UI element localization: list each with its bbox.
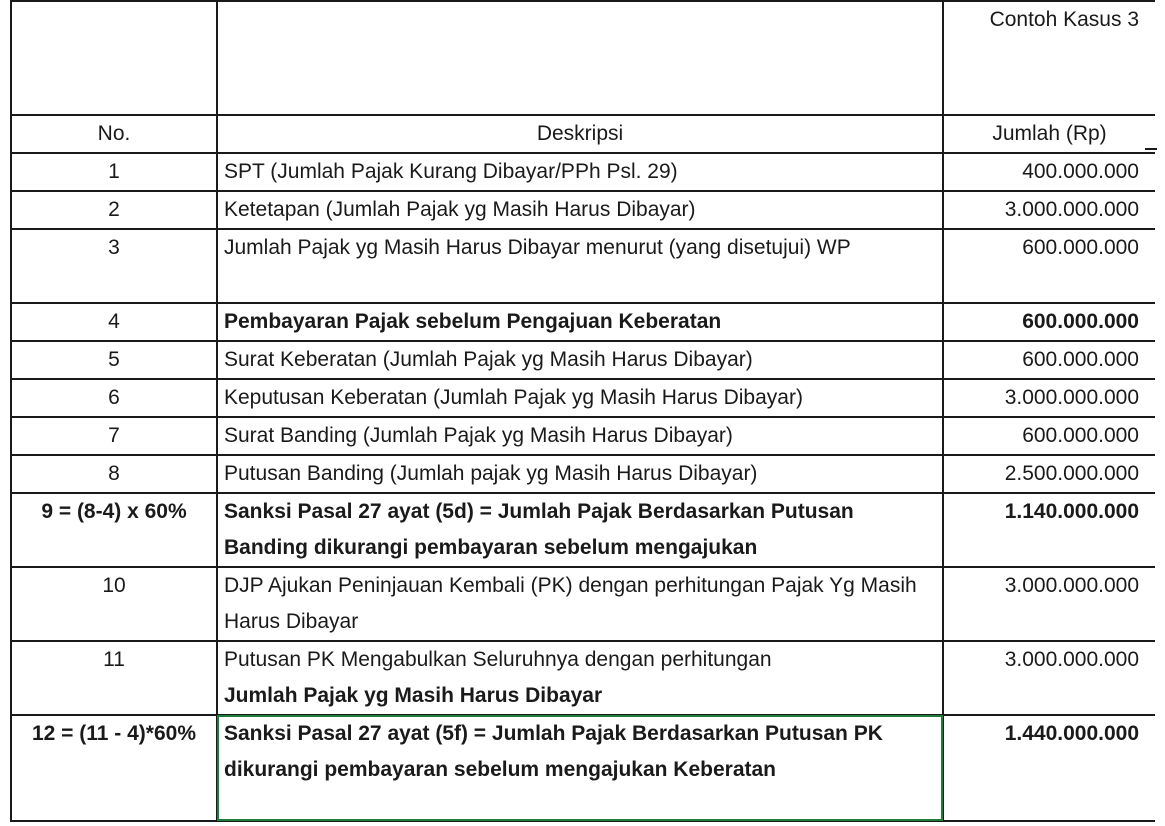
row-no[interactable]: 4 (11, 303, 217, 341)
col-header-no[interactable]: No. (11, 115, 217, 153)
row-no[interactable]: 8 (11, 455, 217, 493)
row-no[interactable]: 6 (11, 379, 217, 417)
table-row (11, 303, 1156, 341)
row-amount[interactable]: 3.000.000.000 (943, 379, 1156, 417)
sheet-edge (1155, 0, 1165, 826)
table-row (11, 191, 1156, 229)
col-header-amount[interactable]: Jumlah (Rp) (943, 115, 1156, 153)
row-amount[interactable]: 400.000.000 (943, 153, 1156, 191)
row-amount[interactable]: 600.000.000 (943, 229, 1156, 303)
row-no[interactable]: 11 (11, 641, 217, 715)
row-no[interactable]: 10 (11, 567, 217, 641)
cell-border-tick (1145, 148, 1157, 150)
table-row (11, 715, 1156, 821)
row-no[interactable]: 1 (11, 153, 217, 191)
row-desc[interactable]: Pembayaran Pajak sebelum Pengajuan Keberatan (217, 303, 943, 341)
row-no[interactable]: 9 = (8-4) x 60% (11, 493, 217, 567)
col-header-desc[interactable]: Deskripsi (217, 115, 943, 153)
row-no[interactable]: 12 = (11 - 4)*60% (11, 715, 217, 821)
row-desc[interactable] (217, 641, 943, 715)
table-row (11, 229, 1156, 303)
row-amount[interactable]: 1.440.000.000 (943, 715, 1156, 821)
row-amount[interactable]: 600.000.000 (943, 341, 1156, 379)
row-no[interactable]: 2 (11, 191, 217, 229)
row-amount[interactable]: 3.000.000.000 (943, 567, 1156, 641)
row-desc[interactable]: Keputusan Keberatan (Jumlah Pajak yg Masih Harus Dibayar) (217, 379, 943, 417)
table-row (11, 455, 1156, 493)
header-top-row (11, 1, 1156, 115)
column-header-row (11, 115, 1156, 153)
cell-empty-no[interactable] (11, 1, 217, 115)
row-no[interactable]: 5 (11, 341, 217, 379)
row-desc-bold: Jumlah Pajak yg Masih Harus Dibayar (224, 684, 603, 707)
row-desc[interactable]: Sanksi Pasal 27 ayat (5d) = Jumlah Pajak Berdasarkan Putusan Banding dikurangi pembayaran sebelum mengajukan (217, 493, 943, 567)
cell-empty-desc[interactable] (217, 1, 943, 115)
table-row (11, 493, 1156, 567)
tax-calculation-table (10, 0, 1157, 822)
row-desc[interactable]: Putusan Banding (Jumlah pajak yg Masih Harus Dibayar) (217, 455, 943, 493)
row-desc[interactable]: DJP Ajukan Peninjauan Kembali (PK) dengan perhitungan Pajak Yg Masih Harus Dibayar (217, 567, 943, 641)
row-amount[interactable]: 1.140.000.000 (943, 493, 1156, 567)
table-row (11, 379, 1156, 417)
row-no[interactable]: 3 (11, 229, 217, 303)
row-desc[interactable]: SPT (Jumlah Pajak Kurang Dibayar/PPh Psl. 29) (217, 153, 943, 191)
row-amount[interactable]: 3.000.000.000 (943, 191, 1156, 229)
row-desc[interactable]: Surat Banding (Jumlah Pajak yg Masih Harus Dibayar) (217, 417, 943, 455)
selected-cell-desc[interactable]: Sanksi Pasal 27 ayat (5f) = Jumlah Pajak Berdasarkan Putusan PK dikurangi pembayaran sebelum mengajukan Keberatan (217, 715, 943, 821)
row-desc[interactable]: Jumlah Pajak yg Masih Harus Dibayar menurut (yang disetujui) WP (217, 229, 943, 303)
table-row (11, 641, 1156, 715)
example-title-cell[interactable]: Contoh Kasus 3 (943, 1, 1156, 115)
row-amount[interactable]: 600.000.000 (943, 303, 1156, 341)
row-amount[interactable]: 600.000.000 (943, 417, 1156, 455)
row-desc-plain: Putusan PK Mengabulkan Seluruhnya dengan perhitungan (224, 648, 772, 671)
row-no[interactable]: 7 (11, 417, 217, 455)
row-desc[interactable]: Ketetapan (Jumlah Pajak yg Masih Harus Dibayar) (217, 191, 943, 229)
table-row (11, 341, 1156, 379)
table-row (11, 417, 1156, 455)
table-row (11, 567, 1156, 641)
row-desc[interactable]: Surat Keberatan (Jumlah Pajak yg Masih Harus Dibayar) (217, 341, 943, 379)
row-amount[interactable]: 2.500.000.000 (943, 455, 1156, 493)
table-row (11, 153, 1156, 191)
row-amount[interactable]: 3.000.000.000 (943, 641, 1156, 715)
